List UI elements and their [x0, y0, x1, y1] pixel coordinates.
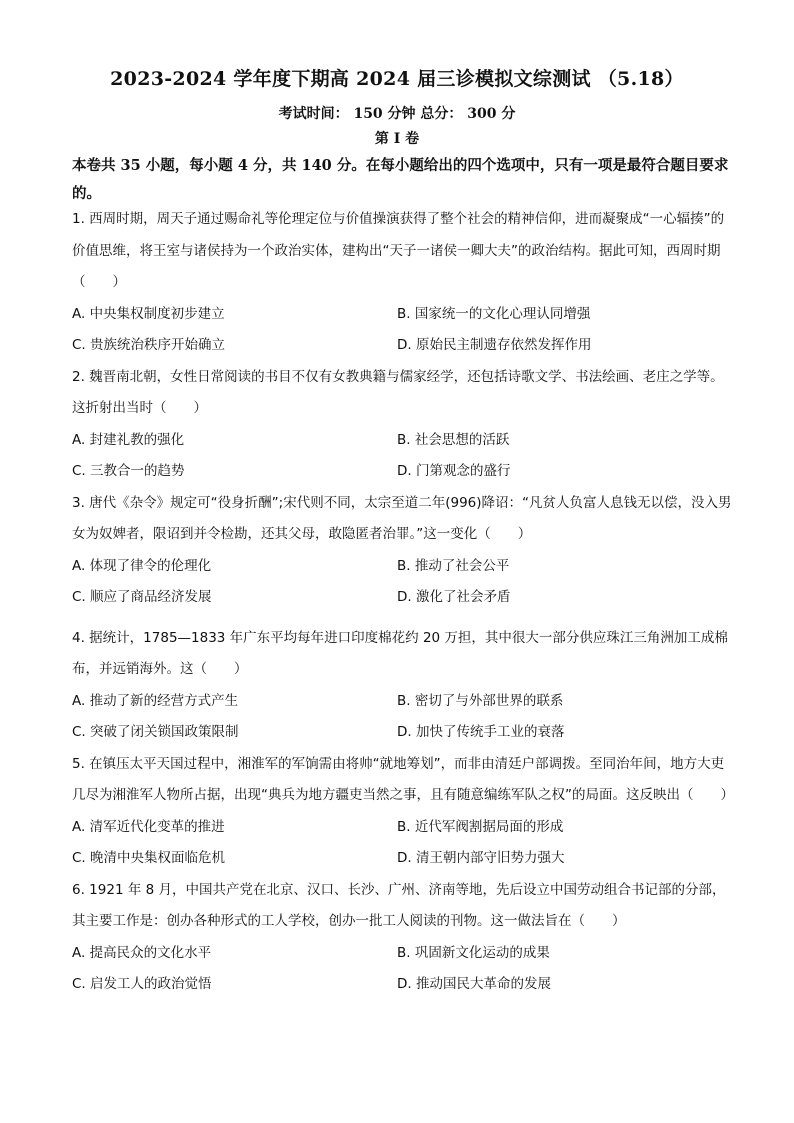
question-1 — [72, 204, 732, 362]
option-b[interactable]: B. 国家统一的文化心理认同增强 — [397, 305, 591, 322]
question-options — [72, 938, 732, 1001]
question-stem: 4. 据统计，1785—1833 年广东平均每年进口印度棉花约 20 万担，其中很大一部分供应珠江三角洲加工成棉布，并远销海外。这（ ） — [72, 629, 728, 677]
section-heading: 第 I 卷 — [374, 131, 420, 147]
question-options — [72, 425, 732, 488]
question-list — [72, 204, 732, 1001]
question-stem: 6. 1921 年 8 月，中国共产党在北京、汉口、长沙、广州、济南等地，先后设立中国劳动组合书记部的分部，其主要工作是：创办各种形式的工人学校，创办一批工人阅读的刊物。这一做法旨在（ ） — [72, 881, 726, 929]
option-a[interactable]: A. 推动了新的经营方式产生 — [72, 692, 239, 709]
option-b[interactable]: B. 密切了与外部世界的联系 — [397, 692, 564, 709]
option-a[interactable]: A. 中央集权制度初步建立 — [72, 305, 225, 322]
question-options — [72, 686, 732, 749]
option-b[interactable]: B. 社会思想的活跃 — [397, 431, 510, 448]
question-4 — [72, 623, 732, 749]
option-b[interactable]: B. 巩固新文化运动的成果 — [397, 944, 550, 961]
option-a[interactable]: A. 提高民众的文化水平 — [72, 944, 212, 961]
option-c[interactable]: C. 晚清中央集权面临危机 — [72, 850, 226, 866]
option-d[interactable]: D. 激化了社会矛盾 — [397, 589, 511, 605]
option-d[interactable]: D. 清王朝内部守旧势力强大 — [397, 850, 565, 866]
option-d[interactable]: D. 门第观念的盛行 — [397, 463, 511, 479]
option-c[interactable]: C. 启发工人的政治觉悟 — [72, 976, 212, 992]
option-c[interactable]: C. 突破了闭关锁国政策限制 — [72, 724, 239, 740]
question-stem: 3. 唐代《杂令》规定可“役身折酬”;宋代则不同，太宗至道二年(996)降诏：“凡贫人负富人息钱无以偿，没入男女为奴婢者，限诏到并令检勘，还其父母，敢隐匿者治罪。”这一变化（ ） — [72, 494, 732, 542]
exam-meta: 考试时间： 150 分钟 总分： 300 分 — [278, 106, 516, 122]
question-3 — [72, 488, 732, 614]
question-stem: 1. 西周时期，周天子通过赐命礼等伦理定位与价值操演获得了整个社会的精神信仰，进而凝聚成“一心辐揍”的价值思维，将王室与诸侯持为一个政治实体，建构出“天子一诸侯一卿大夫”的政治结构。据此可知，西周时期（ ） — [72, 211, 725, 290]
option-c[interactable]: C. 顺应了商品经济发展 — [72, 589, 212, 605]
option-b[interactable]: B. 推动了社会公平 — [397, 557, 510, 574]
exam-title: 2023-2024 学年度下期高 2024 届三诊模拟文综测试 （5.18） — [110, 68, 684, 90]
question-options — [72, 551, 732, 614]
spacer — [72, 614, 732, 623]
question-stem: 5. 在镇压太平天国过程中，湘淮军的军饷需由将帅“就地筹划”，而非由清廷户部调拨。至同治年间，地方大吏几尽为湘淮军人物所占据，出现“典兵为地方疆吏当然之事，且有随意编练军队之权”的局面。这反映出（ ） — [72, 755, 734, 803]
option-c[interactable]: C. 贵族统治秩序开始确立 — [72, 337, 226, 353]
option-d[interactable]: D. 推动国民大革命的发展 — [397, 976, 551, 992]
option-a[interactable]: A. 体现了律令的伦理化 — [72, 557, 212, 574]
option-a[interactable]: A. 封建礼教的强化 — [72, 431, 185, 448]
question-options — [72, 299, 732, 362]
option-d[interactable]: D. 加快了传统手工业的衰落 — [397, 724, 565, 740]
question-stem: 2. 魏晋南北朝，女性日常阅读的书目不仅有女教典籍与儒家经学，还包括诗歌文学、书法绘画、老庄之学等。这折射出当时（ ） — [72, 368, 724, 416]
section-instructions: 本卷共 35 小题，每小题 4 分，共 140 分。在每小题给出的四个选项中，只有一项是最符合题目要求的。 — [72, 157, 729, 202]
question-6 — [72, 875, 732, 1001]
option-d[interactable]: D. 原始民主制遗存依然发挥作用 — [397, 337, 592, 353]
option-c[interactable]: C. 三教合一的趋势 — [72, 463, 185, 479]
question-2 — [72, 362, 732, 488]
question-5 — [72, 749, 732, 875]
question-options — [72, 812, 732, 875]
option-b[interactable]: B. 近代军阀割据局面的形成 — [397, 818, 564, 835]
option-a[interactable]: A. 清军近代化变革的推进 — [72, 818, 225, 835]
